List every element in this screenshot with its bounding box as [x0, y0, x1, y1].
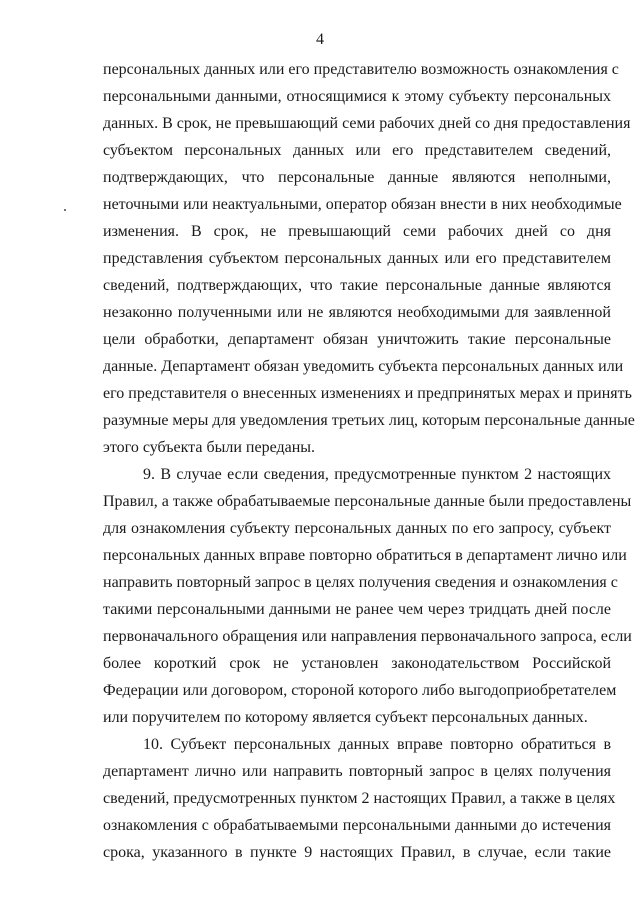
text-line: первоначального обращения или направления первоначального запроса, если: [103, 628, 632, 645]
text-line: этого субъекта были переданы.: [103, 439, 316, 456]
text-line: персональных данных вправе повторно обратиться в департамент лично или: [103, 547, 627, 564]
text-line: незаконно полученными или не являются необходимыми для заявленной: [103, 304, 611, 321]
paragraph-item-9: [103, 461, 632, 731]
text-line: изменения. В срок, не превышающий семи рабочих дней со дня: [103, 223, 611, 240]
text-line: сведений, предусмотренных пунктом 2 настоящих Правил, а также в целях: [103, 790, 616, 807]
text-line: неточными или неактуальными, оператор обязан внести в них необходимые: [103, 196, 622, 213]
scan-speck: [64, 209, 66, 211]
text-line: такими персональными данными не ранее чем через тридцать дней после: [103, 601, 611, 618]
text-line: или поручителем по которому является субъект персональных данных.: [103, 709, 588, 726]
text-line: данных. В срок, не превышающий семи рабочих дней со дня предоставления: [103, 115, 631, 132]
text-line: для ознакомления субъекту персональных данных по его запросу, субъект: [103, 520, 611, 537]
text-line: Правил, а также обрабатываемые персональные данные были предоставлены: [103, 493, 632, 510]
text-line: разумные меры для уведомления третьих лиц, которым персональные данные: [103, 412, 635, 429]
paragraph-item-10: [103, 731, 616, 866]
text-line: данные. Департамент обязан уведомить субъекта персональных данных или: [103, 358, 624, 375]
paragraph-continuation: [103, 56, 635, 461]
text-line: 10. Субъект персональных данных вправе повторно обратиться в: [143, 736, 611, 753]
text-line: более короткий срок не установлен законодательством Российской: [103, 655, 611, 672]
text-line: его представителя о внесенных изменениях и предпринятых мерах и принять: [103, 385, 632, 402]
text-line: цели обработки, департамент обязан уничтожить такие персональные: [103, 331, 611, 348]
page-number: 4: [316, 31, 324, 48]
text-line: персональных данных или его представителю возможность ознакомления с: [103, 61, 619, 78]
text-line: направить повторный запрос в целях получения сведения и ознакомления с: [103, 574, 618, 591]
text-line: персональными данными, относящимися к этому субъекту персональных: [103, 88, 611, 105]
text-line: срока, указанного в пункте 9 настоящих Правил, в случае, если такие: [103, 844, 611, 861]
document-body: [103, 56, 635, 866]
text-line: сведений, подтверждающих, что такие персональные данные являются: [103, 277, 611, 294]
text-line: субъектом персональных данных или его представителем сведений,: [103, 142, 611, 159]
text-line: представления субъектом персональных данных или его представителем: [103, 250, 611, 267]
text-line: департамент лично или направить повторный запрос в целях получения: [103, 763, 611, 780]
text-line: 9. В случае если сведения, предусмотренные пунктом 2 настоящих: [143, 466, 611, 483]
text-line: ознакомления с обрабатываемыми персональными данными до истечения: [103, 817, 611, 834]
text-line: подтверждающих, что персональные данные являются неполными,: [103, 169, 611, 186]
text-line: Федерации или договором, стороной которого либо выгодоприобретателем: [103, 682, 617, 699]
